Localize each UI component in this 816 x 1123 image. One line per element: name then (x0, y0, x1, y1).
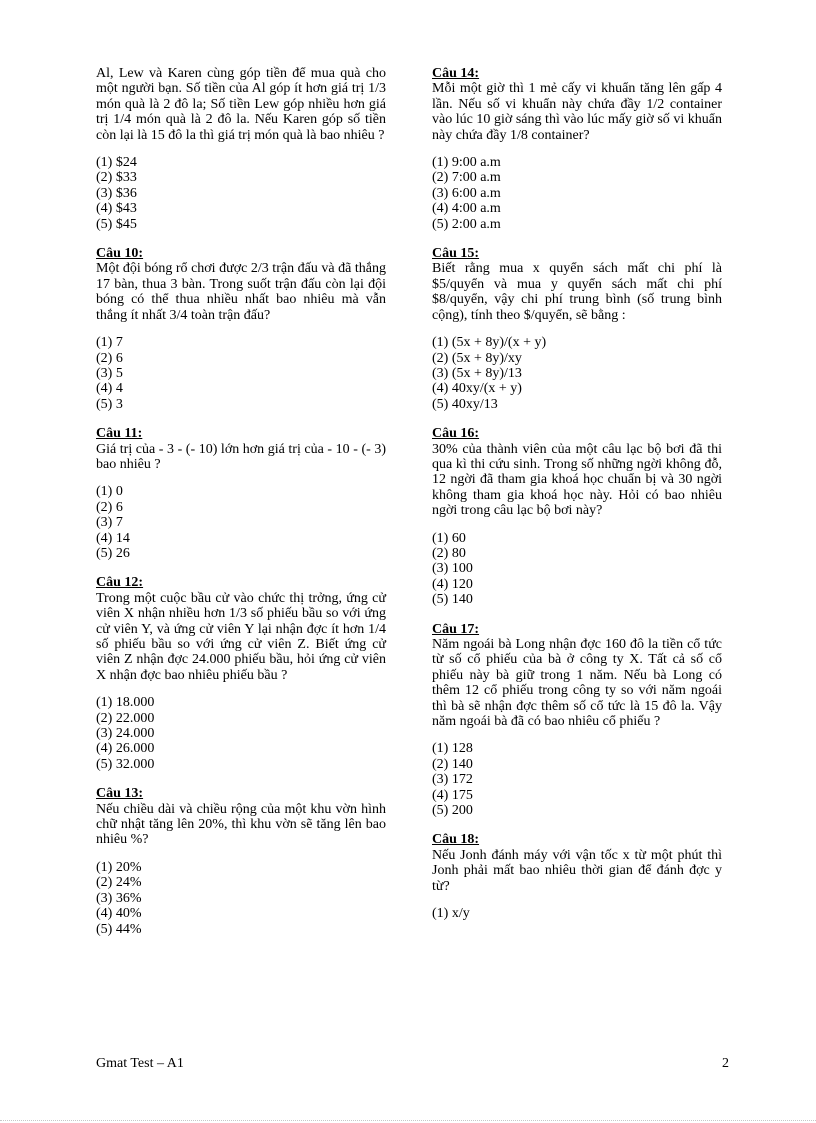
answer-options (432, 906, 722, 921)
question-block (96, 246, 386, 412)
question-number: Câu 15: (432, 246, 480, 262)
right-column (432, 66, 722, 936)
answer-option: (4) 14 (96, 530, 130, 546)
answer-option: (5) 3 (96, 396, 123, 412)
answer-option: (2) 6 (96, 499, 123, 515)
answer-option: (4) 175 (432, 787, 473, 803)
answer-option: (5) 2:00 a.m (432, 216, 501, 232)
answer-option: (1) $24 (96, 155, 137, 171)
question-number: Câu 14: (432, 66, 480, 81)
answer-option: (1) 9:00 a.m (432, 155, 501, 171)
question-text: Biết rằng mua x quyển sách mất chi phí là $5/quyển và mua y quyển sách mất chi phí $8/quyển, vậy chi phí trung bình (số trung bình cộng), tính theo $/quyển, sẽ bằng : (432, 261, 722, 323)
question-block (432, 246, 722, 412)
question-block (432, 66, 722, 232)
answer-options (96, 155, 386, 232)
answer-option: (5) 32.000 (96, 756, 155, 772)
question-block (96, 575, 386, 772)
question-number: Câu 13: (96, 786, 144, 802)
answer-option: (1) 60 (432, 530, 466, 546)
answer-option: (4) 4:00 a.m (432, 201, 501, 217)
answer-option: (4) 4 (96, 381, 123, 397)
answer-options (432, 335, 722, 412)
answer-options (96, 860, 386, 937)
question-block (96, 66, 386, 232)
answer-option: (3) 7 (96, 515, 123, 531)
question-block (96, 426, 386, 561)
answer-option: (3) 6:00 a.m (432, 185, 501, 201)
answer-option: (2) 80 (432, 545, 466, 561)
page-bottom-divider (0, 1120, 816, 1121)
question-block (432, 426, 722, 607)
question-text: Nếu Jonh đánh máy với vận tốc x từ một phút thì Jonh phải mất bao nhiêu thời gian để đánh đợc y từ? (432, 847, 722, 894)
page-number: 2 (722, 1056, 729, 1071)
answer-option: (4) 120 (432, 576, 473, 592)
footer-title: Gmat Test – A1 (96, 1056, 184, 1071)
answer-option: (1) 0 (96, 484, 123, 500)
answer-option: (2) 6 (96, 350, 123, 366)
answer-option: (1) 7 (96, 335, 123, 351)
question-text: Mỗi một giờ thì 1 mẻ cấy vi khuẩn tăng lên gấp 4 lần. Nếu số vi khuẩn này chứa đầy 1/2 container vào lúc 10 giờ sáng thì vào lúc mấy giờ số vi khuẩn này chứa đầy 1/8 container? (432, 81, 722, 143)
question-block (96, 786, 386, 937)
question-block (432, 622, 722, 819)
question-text: Năm ngoái bà Long nhận đợc 160 đô la tiền cổ tức từ số cổ phiếu của bà ở công ty X. Tất cả số cổ phiếu này bà giữ trong 1 năm. Nếu bà Long có thêm 12 cổ phiếu trong công ty so với năm ngoái thì bà sẽ nhận đợc thêm số cổ tức là 15 đô la. Vậy năm ngoái bà đã có bao nhiêu cổ phiếu ? (432, 637, 722, 730)
answer-option: (1) (5x + 8y)/(x + y) (432, 335, 547, 351)
answer-option: (2) 22.000 (96, 710, 155, 726)
answer-option: (3) $36 (96, 185, 137, 201)
answer-option: (1) 128 (432, 741, 473, 757)
answer-option: (5) $45 (96, 216, 137, 232)
question-text: Một đội bóng rổ chơi được 2/3 trận đấu và đã thắng 17 bàn, thua 3 bàn. Trong suốt trận đấu còn lại đội bóng có thể thua nhiều nhất bao nhiêu mà vẫn thắng ít nhất 3/4 toàn trận đấu? (96, 261, 386, 323)
answer-option: (2) 24% (96, 875, 142, 891)
question-text: Giá trị của - 3 - (- 10) lớn hơn giá trị của - 10 - (- 3) bao nhiêu ? (96, 441, 386, 472)
question-text: Trong một cuộc bầu cử vào chức thị trởng, ứng cử viên X nhận nhiều hơn 1/3 số phiếu bầu so với ứng cử viên Y, và ứng cử viên Y lại nhận đợc ít hơn 1/4 số phiếu bầu so với ứng cử viên Z. Biết ứng cử viên Z nhận đợc 24.000 phiếu bầu, hỏi ứng cử viên X nhận đợc bao nhiêu phiếu bầu ? (96, 590, 386, 683)
left-column (96, 66, 386, 951)
answer-option: (5) 200 (432, 803, 473, 819)
answer-option: (3) 5 (96, 365, 123, 381)
answer-options (96, 484, 386, 561)
answer-options (432, 531, 722, 608)
question-number: Câu 16: (432, 426, 480, 442)
question-number: Câu 10: (96, 246, 144, 262)
answer-option: (4) 40% (96, 906, 142, 922)
answer-option: (1) 20% (96, 859, 142, 875)
answer-options (432, 155, 722, 232)
answer-option: (2) $33 (96, 170, 137, 186)
answer-option: (2) (5x + 8y)/xy (432, 350, 522, 366)
question-number: Câu 17: (432, 621, 480, 637)
answer-option: (4) $43 (96, 201, 137, 217)
question-text: 30% của thành viên của một câu lạc bộ bơi đã thi qua kì thi cứu sinh. Trong số những ngời không đỗ, 12 ngời đã tham gia khoá học chuẩn bị và 30 ngời không tham gia khoá học này. Hỏi có bao nhiêu ngời trong câu lạc bộ bơi này? (432, 441, 722, 519)
answer-option: (4) 40xy/(x + y) (432, 381, 522, 397)
answer-option: (5) 26 (96, 545, 130, 561)
answer-option: (3) 100 (432, 561, 473, 577)
answer-options (96, 695, 386, 772)
answer-option: (2) 7:00 a.m (432, 170, 501, 186)
question-text: Al, Lew và Karen cùng góp tiền để mua quà cho một người bạn. Số tiền của Al góp ít hơn giá trị 1/3 món quà là 2 đô la; Số tiền Lew góp nhiều hơn giá trị 1/4 món quà là 2 đô la. Nếu Karen góp số tiền còn lại là 15 đô la thì giá trị món quà là bao nhiêu ? (96, 66, 386, 143)
answer-option: (5) 140 (432, 592, 473, 608)
answer-option: (5) 40xy/13 (432, 396, 498, 412)
answer-option: (3) 36% (96, 890, 142, 906)
question-block (432, 832, 722, 921)
question-number: Câu 11: (96, 426, 143, 442)
answer-option: (5) 44% (96, 921, 142, 937)
question-text: Nếu chiều dài và chiều rộng của một khu vờn hình chữ nhật tăng lên 20%, thì khu vờn sẽ tăng lên bao nhiêu %? (96, 801, 386, 848)
answer-option: (4) 26.000 (96, 741, 155, 757)
answer-option: (2) 140 (432, 756, 473, 772)
question-number: Câu 12: (96, 575, 144, 591)
answer-option: (1) x/y (432, 906, 470, 922)
answer-option: (3) 24.000 (96, 726, 155, 742)
answer-option: (1) 18.000 (96, 695, 155, 711)
answer-options (96, 335, 386, 412)
answer-option: (3) 172 (432, 772, 473, 788)
answer-option: (3) (5x + 8y)/13 (432, 365, 522, 381)
question-number: Câu 18: (432, 832, 480, 848)
answer-options (432, 741, 722, 818)
